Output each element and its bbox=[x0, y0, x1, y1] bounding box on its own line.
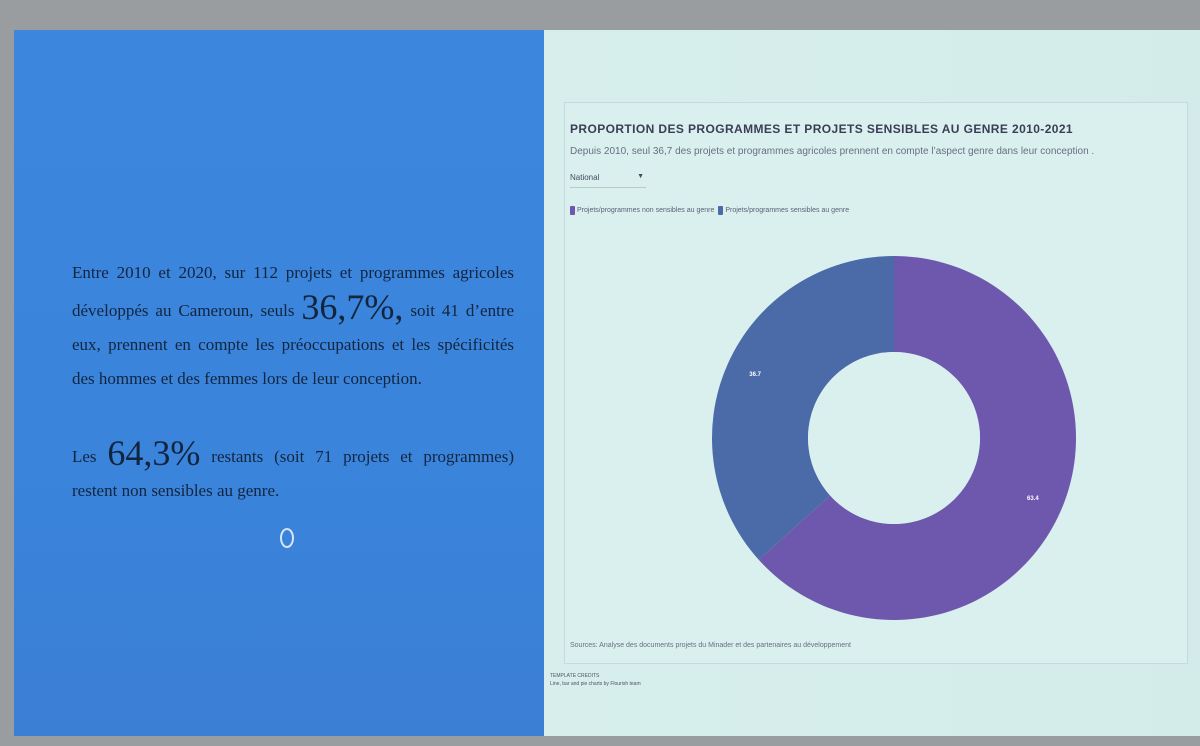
projector-screen bbox=[14, 30, 1200, 736]
chart-legend bbox=[570, 206, 849, 215]
paragraph-summary bbox=[72, 256, 514, 396]
mouse-cursor-icon bbox=[280, 528, 294, 548]
legend-label: Projets/programmes sensibles au genre bbox=[725, 207, 850, 214]
credits-text: Line, bar and pie charts by Flourish team bbox=[550, 681, 641, 687]
template-credits bbox=[550, 672, 641, 688]
credits-title: TEMPLATE CREDITS bbox=[550, 673, 600, 679]
source-note: Sources: Analyse des documents projets du Minader et des partenaires au développement bbox=[570, 642, 851, 649]
chart-subtitle: Depuis 2010, seul 36,7 des projets et programmes agricoles prennent en compte l’aspect genre dans leur conception . bbox=[570, 146, 1095, 157]
chart-title: PROPORTION DES PROGRAMMES ET PROJETS SENSIBLES AU GENRE 2010-2021 bbox=[570, 122, 1073, 136]
legend-swatch bbox=[570, 206, 575, 215]
highlight-percentage: 64,3% bbox=[107, 433, 201, 473]
paragraph-remaining bbox=[72, 433, 514, 508]
region-select-value: National bbox=[570, 173, 600, 182]
slice-value-label: 36.7 bbox=[749, 372, 761, 379]
paragraph-text: restants (soit 71 projets et programmes) restent non sensibles au genre. bbox=[72, 447, 514, 500]
region-select[interactable] bbox=[570, 173, 646, 188]
chart-panel bbox=[544, 30, 1200, 736]
legend-label: Projets/programmes non sensibles au genre bbox=[577, 207, 715, 214]
legend-swatch bbox=[718, 206, 723, 215]
paragraph-text: Entre 2010 et 2020, sur 112 projets et programmes agricoles développés au Cameroun, seuls bbox=[72, 263, 514, 320]
paragraph-text: Les bbox=[72, 447, 108, 466]
highlight-percentage: 36,7%, bbox=[301, 287, 404, 327]
slice-value-label: 63.4 bbox=[1027, 495, 1039, 502]
chevron-down-icon: ▼ bbox=[637, 173, 644, 180]
paragraph-text: soit 41 d’entre eux, prennent en compte les préoccupations et les spécificités des hommes et des femmes lors de leur conception. bbox=[72, 301, 514, 388]
donut-chart bbox=[694, 248, 1094, 628]
legend-item[interactable] bbox=[570, 206, 714, 215]
legend-item[interactable] bbox=[718, 206, 849, 215]
slide-text-panel bbox=[14, 30, 544, 736]
donut-hole bbox=[808, 352, 980, 524]
